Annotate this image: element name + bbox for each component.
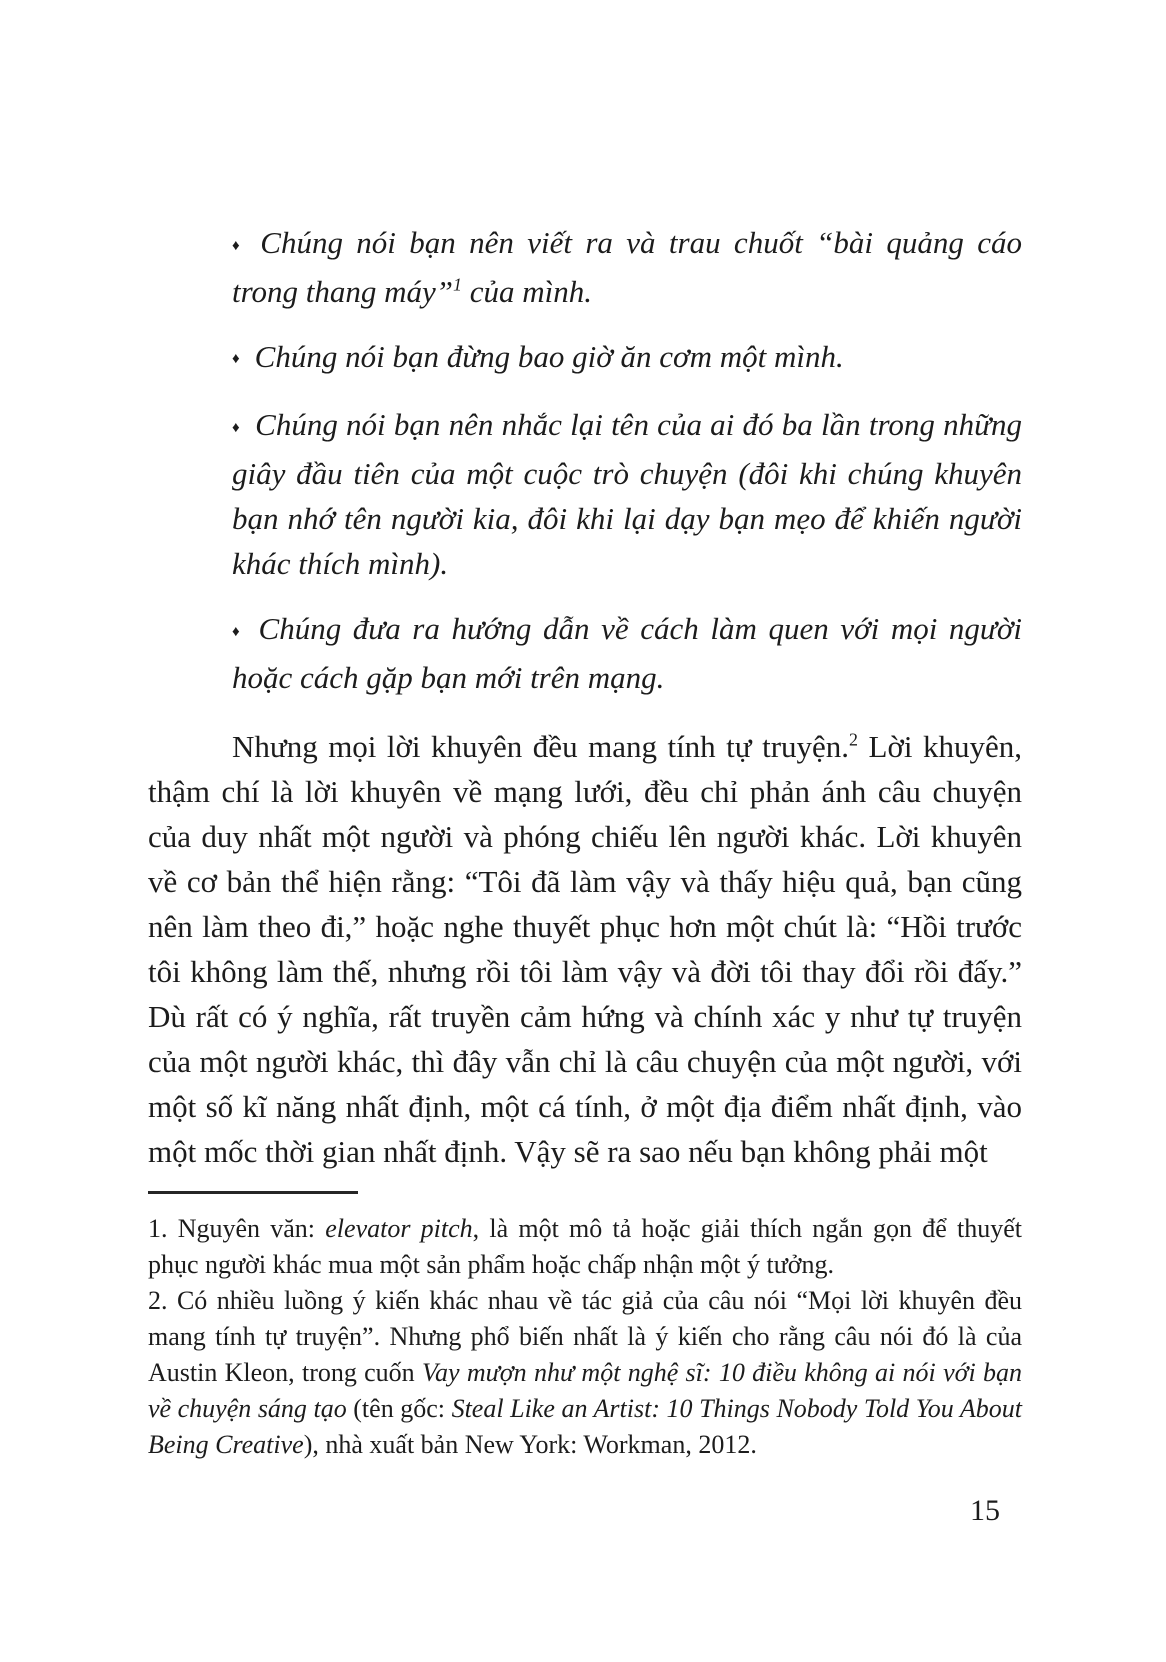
bullet-item	[232, 220, 1022, 314]
footnote-2: 2. Có nhiều luồng ý kiến khác nhau về tác giả của câu nói “Mọi lời khuyên đều mang tính tự truyện”. Nhưng phổ biến nhất là ý kiến cho rằng câu nói đó là của Austin Kleon, trong cuốn Vay mượn như một nghệ sĩ: 10 điều không ai nói với bạn về chuyện sáng tạo (tên gốc: Steal Like an Artist: 10 Things Nobody Told You About Being Creative), nhà xuất bản New York: Workman, 2012.	[148, 1285, 1023, 1459]
bullet-text: Chúng nói bạn đừng bao giờ ăn cơm một mình.	[254, 338, 844, 374]
footnote-1: 1. Nguyên văn: elevator pitch, là một mô tả hoặc giải thích ngắn gọn để thuyết phục người khác mua một sản phẩm hoặc chấp nhận một ý tưởng.	[148, 1213, 1022, 1279]
bullet-item	[232, 606, 1022, 700]
bullet-item	[232, 334, 1022, 383]
bullet-diamond-icon: ♦	[232, 351, 240, 368]
bullet-text: Chúng nói bạn nên nhắc lại tên của ai đó ba lần trong những giây đầu tiên của một cuộc trò chuyện (đôi khi chúng khuyên bạn nhớ tên người kia, đôi khi lại dạy bạn mẹo để khiến người khác thích mình).	[232, 407, 1022, 582]
bullet-text: Chúng nói bạn nên viết ra và trau chuốt “bài quảng cáo trong thang máy”$^1$ của mình.	[232, 225, 1022, 309]
bullet-diamond-icon: ♦	[232, 623, 244, 640]
bullet-diamond-icon: ♦	[232, 420, 241, 437]
body-paragraph: Nhưng mọi lời khuyên đều mang tính tự truyện.$^2$ Lời khuyên, thậm chí là lời khuyên về mạng lưới, đều chỉ phản ánh câu chuyện của duy nhất một người và phóng chiếu lên người khác. Lời khuyên về cơ bản thể hiện rằng: “Tôi đã làm vậy và thấy hiệu quả, bạn cũng nên làm theo đi,” hoặc nghe thuyết phục hơn một chút là: “Hồi trước tôi không làm thế, nhưng rồi tôi làm vậy và đời tôi thay đổi rồi đấy.” Dù rất có ý nghĩa, rất truyền cảm hứng và chính xác y như tự truyện của một người khác, thì đây vẫn chỉ là câu chuyện của một người, với một số kĩ năng nhất định, một cá tính, ở một địa điểm nhất định, vào một mốc thời gian nhất định. Vậy sẽ ra sao nếu bạn không phải một	[148, 728, 1022, 1169]
bullet-text: Chúng đưa ra hướng dẫn về cách làm quen với mọi người hoặc cách gặp bạn mới trên mạng.	[232, 611, 1022, 695]
bullet-diamond-icon: ♦	[232, 237, 246, 254]
page-content	[148, 220, 1022, 1463]
footnote-separator	[148, 1191, 358, 1194]
bullet-item	[232, 402, 1022, 586]
page-number: 15	[970, 1494, 1000, 1527]
